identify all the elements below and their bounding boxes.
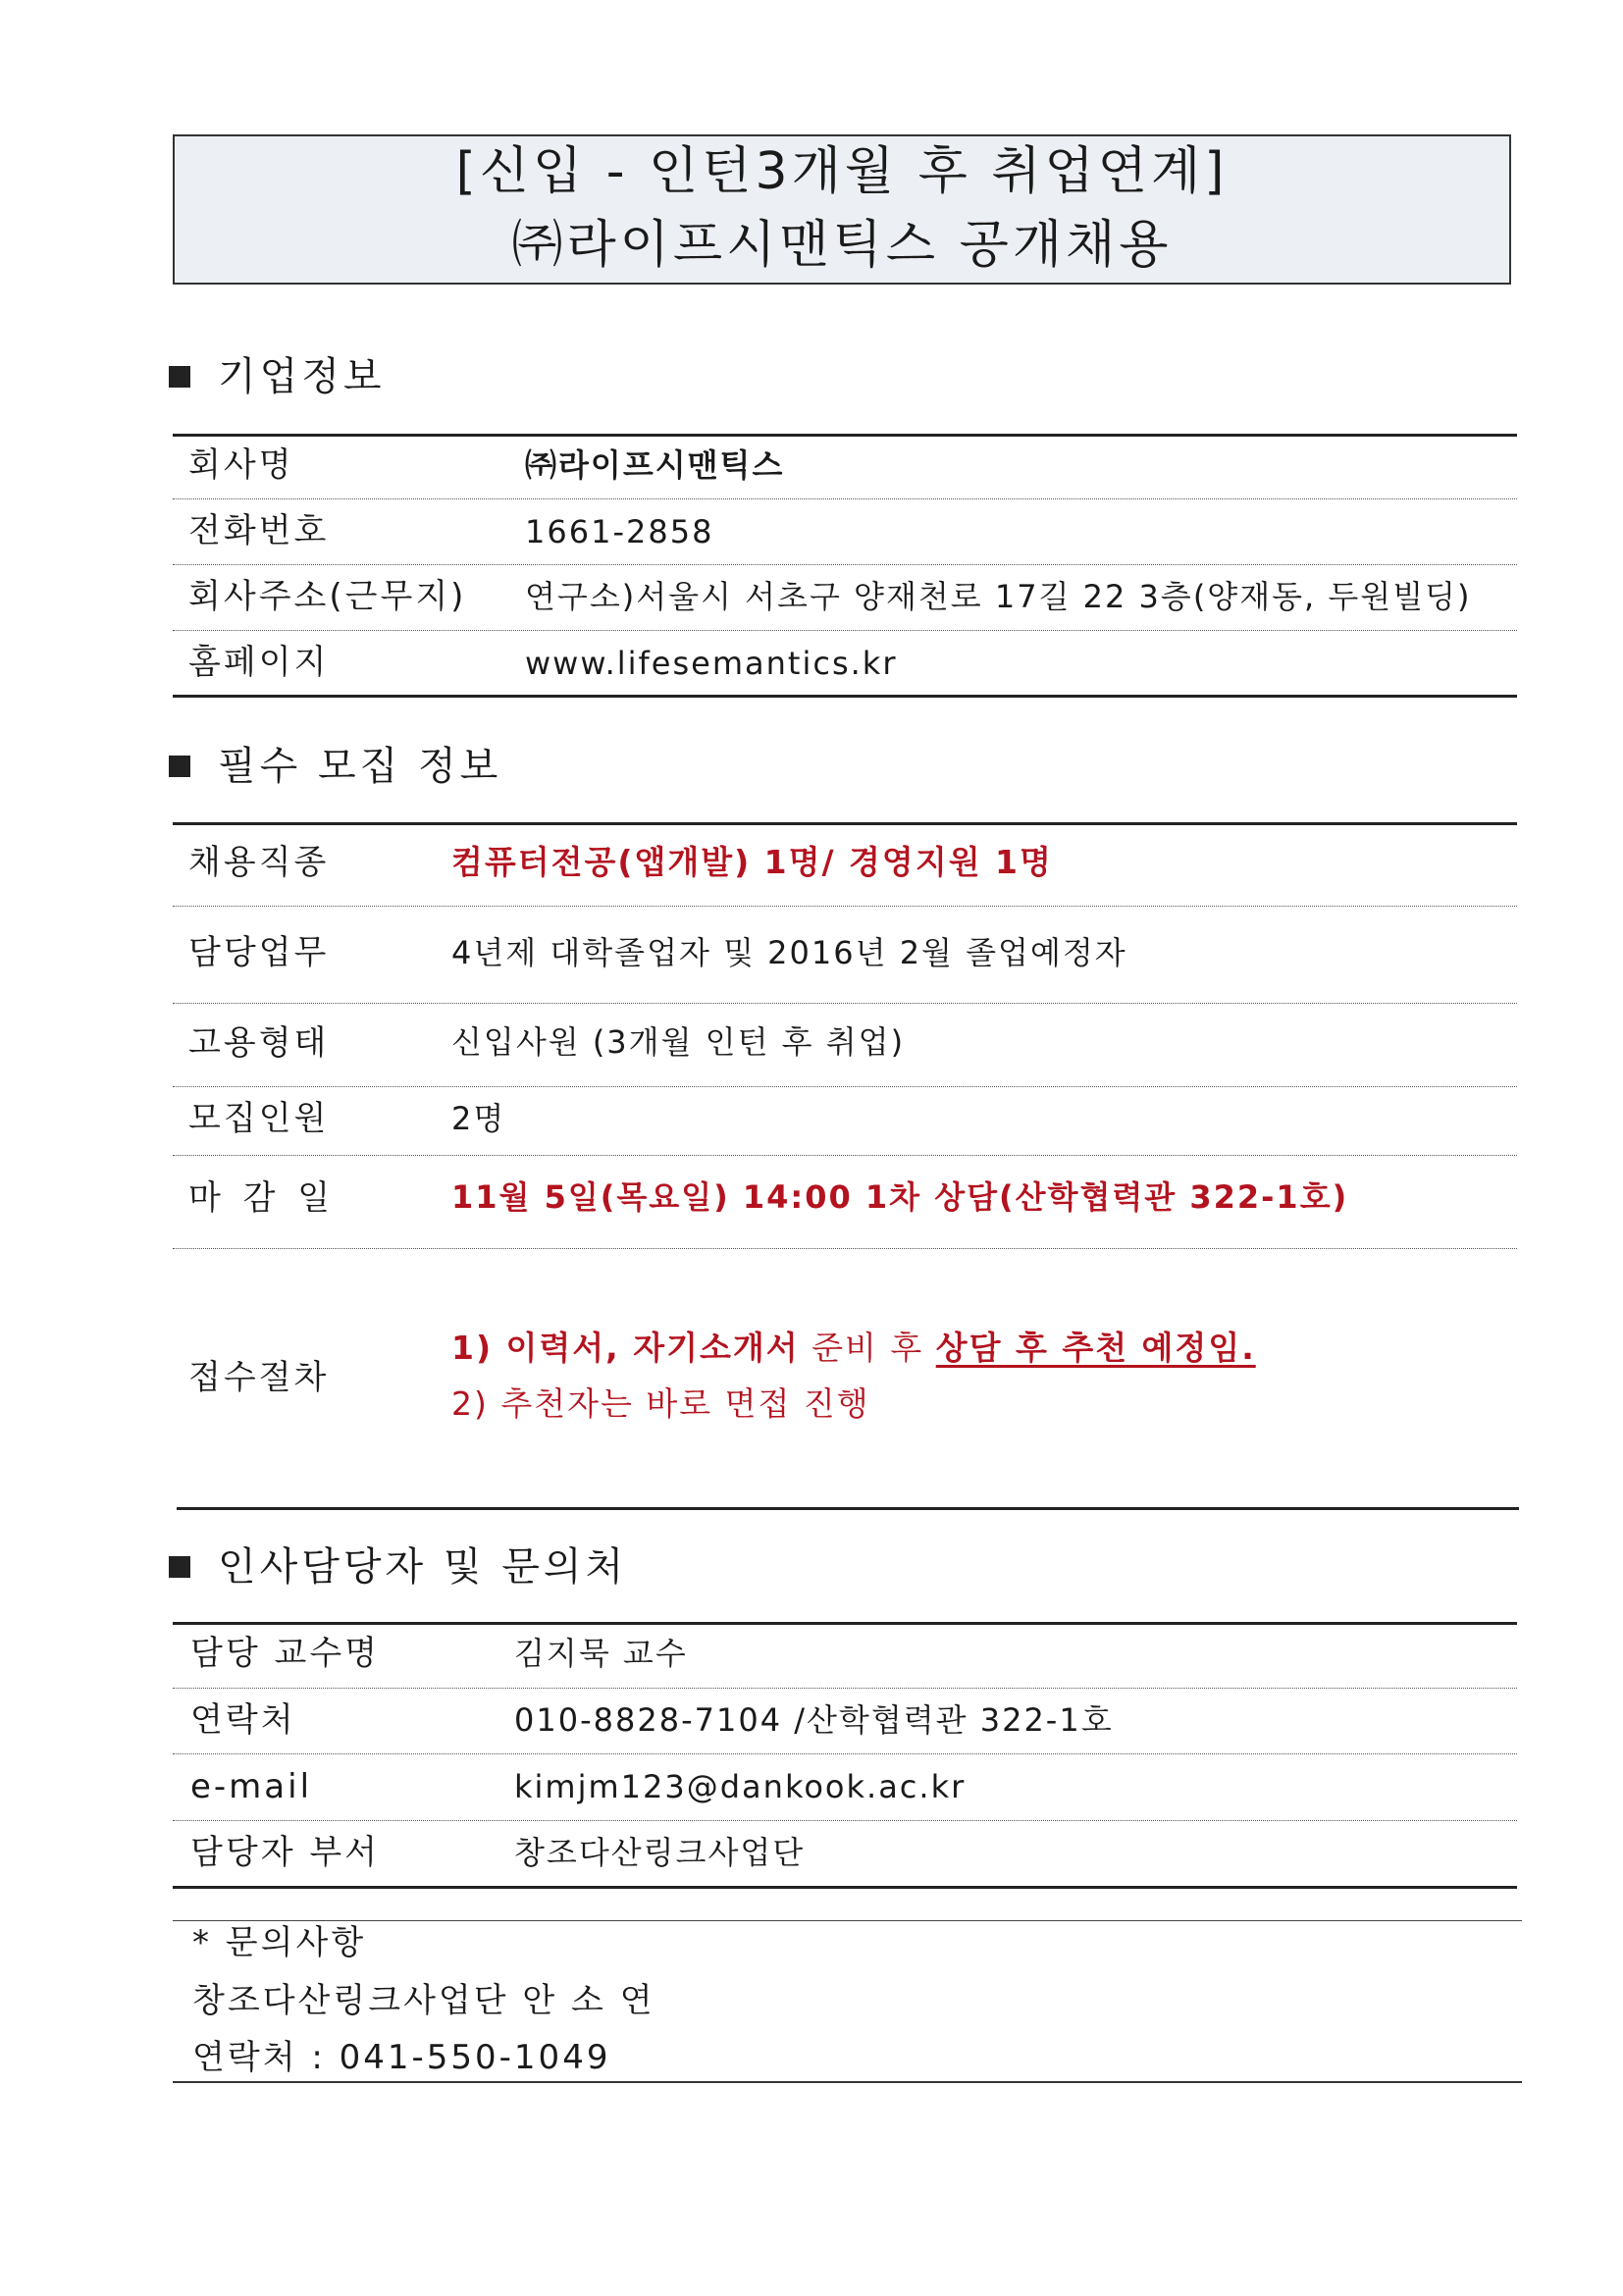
inquiry-contact-phone: 연락처 : 041-550-1049 <box>192 2038 611 2077</box>
rule <box>173 1886 1517 1889</box>
professor-label: 담당 교수명 <box>190 1634 381 1673</box>
procedure-line-1-mid: 준비 후 <box>799 1329 936 1367</box>
row-divider <box>173 1820 1517 1821</box>
square-bullet-icon <box>169 366 190 388</box>
contact-section-heading <box>169 1544 628 1590</box>
recruit-section-heading <box>169 744 502 789</box>
deadline-label: 마 감 일 <box>188 1178 337 1218</box>
rule <box>173 1622 1517 1625</box>
contact-heading-text: 인사담당자 및 문의처 <box>218 1544 628 1590</box>
inquiry-bottom-rule <box>173 2081 1522 2083</box>
inquiry-top-rule <box>173 1920 1522 1921</box>
address-value: 연구소)서울시 서초구 양재천로 17길 22 3층(양재동, 두원빌딩) <box>525 578 1472 615</box>
homepage-value[interactable]: www.lifesemantics.kr <box>525 645 898 682</box>
recruit-heading-text: 필수 모집 정보 <box>218 744 502 789</box>
row-divider <box>173 630 1517 631</box>
inquiry-contact-name: 창조다산링크사업단 안 소 연 <box>192 1981 655 2020</box>
job-type-label: 채용직종 <box>188 843 330 882</box>
email-value[interactable]: kimjm123@dankook.ac.kr <box>514 1768 967 1805</box>
contact-label: 연락처 <box>190 1700 296 1740</box>
professor-value: 김지묵 교수 <box>514 1635 688 1672</box>
department-value: 창조다산링크사업단 <box>514 1834 806 1871</box>
inquiry-heading: * 문의사항 <box>192 1923 367 1962</box>
row-divider <box>173 498 1517 499</box>
row-divider <box>173 1248 1517 1249</box>
job-type-value: 컴퓨터전공(앱개발) 1명/ 경영지원 1명 <box>451 843 1053 881</box>
duties-value: 4년제 대학졸업자 및 2016년 2월 졸업예정자 <box>451 934 1127 971</box>
headcount-label: 모집인원 <box>188 1099 330 1138</box>
employment-type-label: 고용형태 <box>188 1023 330 1063</box>
headcount-value: 2명 <box>451 1100 506 1137</box>
contact-value: 010-8828-7104 /산학협력관 322-1호 <box>514 1701 1114 1739</box>
procedure-line-1 <box>451 1329 1256 1367</box>
procedure-line-1-docs: 1) 이력서, 자기소개서 <box>451 1329 800 1367</box>
company-name-value: ㈜라이프시맨틱스 <box>525 446 785 484</box>
title-box <box>173 134 1511 285</box>
company-heading-text: 기업정보 <box>218 354 386 399</box>
row-divider <box>173 906 1517 907</box>
row-divider <box>173 1003 1517 1004</box>
row-divider <box>173 1155 1517 1156</box>
rule <box>173 695 1517 698</box>
procedure-line-2: 2) 추천자는 바로 면접 진행 <box>451 1384 870 1423</box>
company-name-label: 회사명 <box>188 445 294 485</box>
row-divider <box>173 1753 1517 1754</box>
row-divider <box>173 1086 1517 1087</box>
rule <box>173 822 1517 825</box>
rule <box>177 1507 1519 1510</box>
employment-type-value: 신입사원 (3개월 인턴 후 취업) <box>451 1023 906 1061</box>
homepage-label: 홈페이지 <box>188 643 330 682</box>
title-line-1: [신입 - 인턴3개월 후 취업연계] <box>455 142 1229 201</box>
phone-label: 전화번호 <box>188 511 330 550</box>
rule <box>173 434 1517 437</box>
row-divider <box>173 1688 1517 1689</box>
deadline-value: 11월 5일(목요일) 14:00 1차 상담(산학협력관 322-1호) <box>451 1178 1349 1216</box>
procedure-line-1-underlined: 상담 후 추천 예정임. <box>935 1329 1256 1367</box>
company-section-heading <box>169 354 386 399</box>
square-bullet-icon <box>169 756 190 777</box>
address-label: 회사주소(근무지) <box>188 577 467 616</box>
email-label: e-mail <box>190 1767 313 1806</box>
duties-label: 담당업무 <box>188 933 330 972</box>
phone-value: 1661-2858 <box>525 513 714 550</box>
procedure-label: 접수절차 <box>188 1358 330 1397</box>
department-label: 담당자 부서 <box>190 1833 381 1872</box>
row-divider <box>173 564 1517 565</box>
title-line-2: ㈜라이프시맨틱스 공개채용 <box>511 216 1173 275</box>
square-bullet-icon <box>169 1556 190 1578</box>
